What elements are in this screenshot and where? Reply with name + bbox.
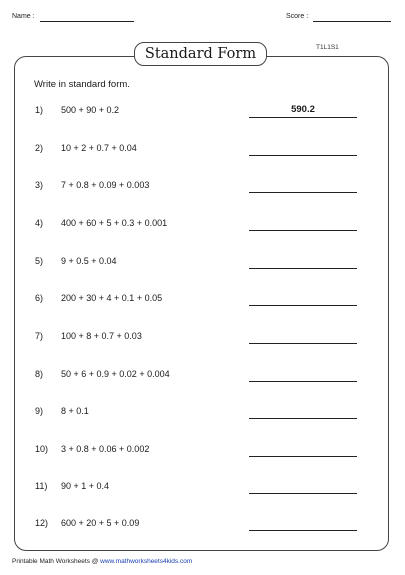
footer-prefix: Printable Math Worksheets @ — [12, 558, 101, 565]
answer-line[interactable] — [249, 155, 357, 156]
answer-line[interactable] — [249, 418, 357, 419]
problem-2 — [0, 143, 405, 157]
score-label: Score : — [286, 13, 309, 20]
answer-line[interactable] — [249, 230, 357, 231]
answer-line[interactable] — [249, 305, 357, 306]
problem-7 — [0, 331, 405, 345]
problem-number: 3) — [35, 180, 44, 190]
problem-10 — [0, 444, 405, 458]
problem-number: 11) — [35, 481, 48, 491]
problem-number: 10) — [35, 444, 49, 454]
footer — [12, 558, 192, 565]
answer-line[interactable] — [249, 456, 357, 457]
problem-number: 1) — [35, 105, 44, 115]
problem-expression: 50 + 6 + 0.9 + 0.02 + 0.004 — [61, 369, 170, 379]
problem-expression: 400 + 60 + 5 + 0.3 + 0.001 — [61, 218, 168, 228]
name-field[interactable] — [40, 21, 134, 22]
problem-number: 6) — [35, 293, 44, 303]
answer-line[interactable] — [249, 343, 357, 344]
problem-number: 5) — [35, 256, 44, 266]
answer-line[interactable] — [249, 493, 357, 494]
answer-line[interactable] — [249, 381, 357, 382]
name-label: Name : — [12, 13, 35, 20]
worksheet-title: Standard Form — [134, 42, 267, 66]
score-field[interactable] — [313, 21, 391, 22]
problem-expression: 10 + 2 + 0.7 + 0.04 — [61, 143, 137, 153]
problem-11 — [0, 481, 405, 495]
problem-9 — [0, 406, 405, 420]
problem-number: 4) — [35, 218, 44, 228]
problem-1 — [0, 105, 405, 119]
problem-8 — [0, 369, 405, 383]
problem-5 — [0, 256, 405, 270]
problem-4 — [0, 218, 405, 232]
problem-number: 9) — [35, 406, 44, 416]
problem-number: 2) — [35, 143, 44, 153]
problem-expression: 90 + 1 + 0.4 — [61, 481, 110, 491]
answer-line[interactable] — [249, 268, 357, 269]
answer-line[interactable] — [249, 117, 357, 118]
answer-line[interactable] — [249, 192, 357, 193]
problem-6 — [0, 293, 405, 307]
problem-expression: 100 + 8 + 0.7 + 0.03 — [61, 331, 142, 341]
problem-number: 7) — [35, 331, 44, 341]
problem-number: 12) — [35, 518, 49, 528]
problem-expression: 200 + 30 + 4 + 0.1 + 0.05 — [61, 293, 163, 303]
problem-expression: 600 + 20 + 5 + 0.09 — [61, 518, 140, 528]
problem-expression: 7 + 0.8 + 0.09 + 0.003 — [61, 180, 150, 190]
problem-expression: 8 + 0.1 — [61, 406, 89, 416]
problem-answer: 590.2 — [291, 104, 315, 115]
answer-line[interactable] — [249, 530, 357, 531]
instructions: Write in standard form. — [34, 79, 130, 90]
problem-12 — [0, 518, 405, 532]
problem-3 — [0, 180, 405, 194]
problem-expression: 500 + 90 + 0.2 — [61, 105, 120, 115]
problem-expression: 3 + 0.8 + 0.06 + 0.002 — [61, 444, 150, 454]
problem-number: 8) — [35, 369, 44, 379]
worksheet-code: T1L1S1 — [316, 44, 339, 51]
footer-site-link[interactable]: www.mathworksheets4kids.com — [100, 558, 193, 565]
problem-expression: 9 + 0.5 + 0.04 — [61, 256, 117, 266]
